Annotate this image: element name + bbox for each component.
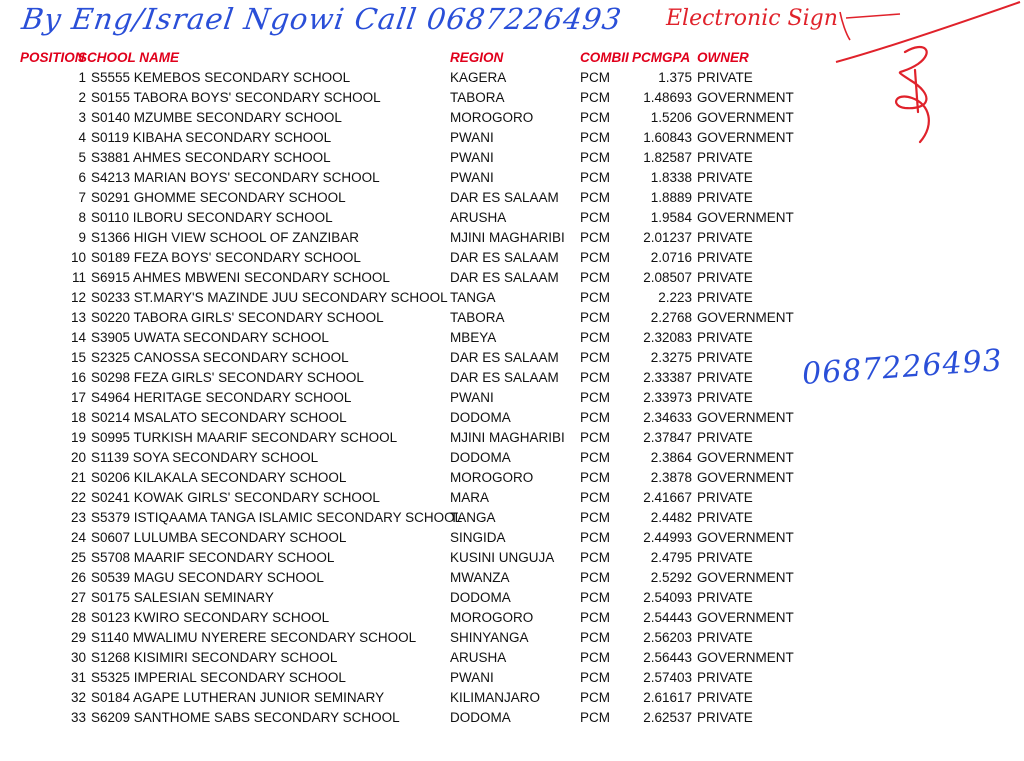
cell-owner: GOVERNMENT — [697, 530, 794, 545]
header-gpa: PCMGPA — [632, 50, 691, 65]
cell-owner: PRIVATE — [697, 330, 753, 345]
cell-school-name: S6209 SANTHOME SABS SECONDARY SCHOOL — [91, 710, 400, 725]
cell-position: 7 — [78, 190, 86, 205]
cell-combination: PCM — [580, 150, 610, 165]
cell-combination: PCM — [580, 250, 610, 265]
cell-school-name: S0184 AGAPE LUTHERAN JUNIOR SEMINARY — [91, 690, 385, 705]
cell-owner: PRIVATE — [697, 230, 753, 245]
cell-gpa: 2.61617 — [643, 690, 692, 705]
cell-region: DODOMA — [450, 450, 511, 465]
cell-combination: PCM — [580, 130, 610, 145]
cell-combination: PCM — [580, 630, 610, 645]
cell-combination: PCM — [580, 710, 610, 725]
handwritten-phone-note: 0687226493 — [801, 343, 1004, 392]
cell-owner: PRIVATE — [697, 250, 753, 265]
cell-region: DAR ES SALAAM — [450, 350, 559, 365]
header-owner: OWNER — [697, 50, 749, 65]
cell-region: DAR ES SALAAM — [450, 190, 559, 205]
cell-gpa: 2.56443 — [643, 650, 692, 665]
cell-combination: PCM — [580, 430, 610, 445]
cell-region: DAR ES SALAAM — [450, 250, 559, 265]
cell-gpa: 2.56203 — [643, 630, 692, 645]
cell-owner: PRIVATE — [697, 70, 753, 85]
cell-owner: PRIVATE — [697, 150, 753, 165]
cell-school-name: S0298 FEZA GIRLS' SECONDARY SCHOOL — [91, 370, 364, 385]
cell-gpa: 2.41667 — [643, 490, 692, 505]
cell-owner: PRIVATE — [697, 390, 753, 405]
cell-combination: PCM — [580, 550, 610, 565]
cell-combination: PCM — [580, 70, 610, 85]
cell-gpa: 2.0716 — [650, 250, 692, 265]
cell-combination: PCM — [580, 650, 610, 665]
cell-position: 4 — [78, 130, 86, 145]
cell-school-name: S0175 SALESIAN SEMINARY — [91, 590, 274, 605]
cell-position: 17 — [70, 390, 86, 405]
cell-owner: GOVERNMENT — [697, 610, 794, 625]
cell-school-name: S4213 MARIAN BOYS' SECONDARY SCHOOL — [91, 170, 380, 185]
cell-combination: PCM — [580, 290, 610, 305]
cell-school-name: S0539 MAGU SECONDARY SCHOOL — [91, 570, 324, 585]
cell-position: 16 — [70, 370, 86, 385]
cell-region: KUSINI UNGUJA — [450, 550, 555, 565]
cell-region: SINGIDA — [450, 530, 506, 545]
cell-position: 18 — [70, 410, 86, 425]
cell-owner: GOVERNMENT — [697, 90, 794, 105]
cell-gpa: 2.223 — [658, 290, 692, 305]
cell-owner: PRIVATE — [697, 370, 753, 385]
cell-region: TANGA — [450, 290, 496, 305]
cell-school-name: S0155 TABORA BOYS' SECONDARY SCHOOL — [91, 90, 381, 105]
cell-gpa: 1.60843 — [643, 130, 692, 145]
cell-position: 22 — [70, 490, 86, 505]
cell-combination: PCM — [580, 370, 610, 385]
cell-gpa: 2.62537 — [643, 710, 692, 725]
cell-position: 29 — [70, 630, 86, 645]
cell-school-name: S0220 TABORA GIRLS' SECONDARY SCHOOL — [91, 310, 384, 325]
cell-region: KILIMANJARO — [450, 690, 541, 705]
signature-label-strike — [840, 12, 900, 40]
cell-school-name: S0140 MZUMBE SECONDARY SCHOOL — [91, 110, 342, 125]
cell-school-name: S5708 MAARIF SECONDARY SCHOOL — [91, 550, 335, 565]
cell-owner: PRIVATE — [697, 510, 753, 525]
cell-combination: PCM — [580, 470, 610, 485]
header-position: POSITION — [20, 50, 85, 65]
cell-gpa: 1.375 — [658, 70, 692, 85]
cell-position: 25 — [70, 550, 86, 565]
cell-combination: PCM — [580, 210, 610, 225]
header-school-name: SCHOOL NAME — [78, 50, 180, 65]
cell-school-name: S1140 MWALIMU NYERERE SECONDARY SCHOOL — [91, 630, 417, 645]
cell-region: MBEYA — [450, 330, 497, 345]
cell-region: MJINI MAGHARIBI — [450, 430, 565, 445]
cell-school-name: S3905 UWATA SECONDARY SCHOOL — [91, 330, 329, 345]
cell-combination: PCM — [580, 230, 610, 245]
cell-region: PWANI — [450, 670, 494, 685]
cell-gpa: 1.8889 — [650, 190, 692, 205]
cell-gpa: 2.37847 — [643, 430, 692, 445]
cell-position: 8 — [78, 210, 86, 225]
cell-region: TABORA — [450, 310, 505, 325]
cell-position: 30 — [70, 650, 86, 665]
cell-region: MARA — [450, 490, 490, 505]
cell-region: MOROGORO — [450, 610, 534, 625]
cell-region: KAGERA — [450, 70, 507, 85]
cell-region: SHINYANGA — [450, 630, 529, 645]
cell-combination: PCM — [580, 390, 610, 405]
header-combination: COMBII — [580, 50, 629, 65]
cell-school-name: S3881 AHMES SECONDARY SCHOOL — [91, 150, 331, 165]
cell-owner: PRIVATE — [697, 170, 753, 185]
cell-region: DAR ES SALAAM — [450, 370, 559, 385]
cell-gpa: 1.9584 — [650, 210, 692, 225]
cell-position: 32 — [70, 690, 86, 705]
cell-combination: PCM — [580, 190, 610, 205]
cell-gpa: 2.54093 — [643, 590, 692, 605]
cell-combination: PCM — [580, 610, 610, 625]
cell-gpa: 2.33973 — [643, 390, 692, 405]
cell-combination: PCM — [580, 670, 610, 685]
cell-owner: PRIVATE — [697, 350, 753, 365]
cell-region: MWANZA — [450, 570, 510, 585]
cell-gpa: 2.44993 — [643, 530, 692, 545]
cell-position: 3 — [78, 110, 86, 125]
cell-gpa: 2.08507 — [643, 270, 692, 285]
cell-gpa: 2.33387 — [643, 370, 692, 385]
cell-combination: PCM — [580, 170, 610, 185]
cell-region: MOROGORO — [450, 110, 534, 125]
cell-owner: GOVERNMENT — [697, 410, 794, 425]
cell-region: MOROGORO — [450, 470, 534, 485]
cell-region: PWANI — [450, 130, 494, 145]
cell-position: 28 — [70, 610, 86, 625]
cell-gpa: 2.4795 — [650, 550, 692, 565]
cell-region: PWANI — [450, 150, 494, 165]
cell-region: ARUSHA — [450, 650, 507, 665]
cell-owner: PRIVATE — [697, 490, 753, 505]
cell-school-name: S4964 HERITAGE SECONDARY SCHOOL — [91, 390, 352, 405]
cell-region: MJINI MAGHARIBI — [450, 230, 565, 245]
cell-combination: PCM — [580, 330, 610, 345]
cell-region: DODOMA — [450, 710, 511, 725]
cell-owner: GOVERNMENT — [697, 310, 794, 325]
cell-position: 14 — [70, 330, 86, 345]
cell-gpa: 2.3864 — [650, 450, 692, 465]
cell-school-name: S1268 KISIMIRI SECONDARY SCHOOL — [91, 650, 338, 665]
cell-owner: PRIVATE — [697, 630, 753, 645]
cell-owner: PRIVATE — [697, 290, 753, 305]
cell-position: 2 — [78, 90, 86, 105]
cell-gpa: 2.32083 — [643, 330, 692, 345]
cell-owner: GOVERNMENT — [697, 650, 794, 665]
cell-region: TABORA — [450, 90, 505, 105]
cell-region: DODOMA — [450, 410, 511, 425]
cell-combination: PCM — [580, 690, 610, 705]
cell-position: 5 — [78, 150, 86, 165]
cell-owner: GOVERNMENT — [697, 570, 794, 585]
cell-school-name: S0233 ST.MARY'S MAZINDE JUU SECONDARY SCHOOL — [91, 290, 448, 305]
cell-combination: PCM — [580, 490, 610, 505]
cell-owner: PRIVATE — [697, 430, 753, 445]
cell-gpa: 1.48693 — [643, 90, 692, 105]
cell-school-name: S1366 HIGH VIEW SCHOOL OF ZANZIBAR — [91, 230, 360, 245]
cell-position: 1 — [78, 70, 86, 85]
cell-school-name: S5379 ISTIQAAMA TANGA ISLAMIC SECONDARY SCHOOL — [91, 510, 463, 525]
signature-scribble-icon — [896, 47, 929, 142]
cell-combination: PCM — [580, 510, 610, 525]
cell-gpa: 2.4482 — [650, 510, 692, 525]
cell-owner: GOVERNMENT — [697, 210, 794, 225]
cell-position: 20 — [70, 450, 86, 465]
cell-gpa: 2.01237 — [643, 230, 692, 245]
handwritten-header-note: By Eng/Israel Ngowi Call 0687226493 — [19, 2, 625, 36]
cell-school-name: S0119 KIBAHA SECONDARY SCHOOL — [91, 130, 332, 145]
cell-region: PWANI — [450, 390, 494, 405]
cell-gpa: 2.2768 — [650, 310, 692, 325]
cell-position: 21 — [70, 470, 86, 485]
cell-owner: PRIVATE — [697, 270, 753, 285]
cell-owner: PRIVATE — [697, 670, 753, 685]
cell-position: 10 — [70, 250, 86, 265]
cell-school-name: S0214 MSALATO SECONDARY SCHOOL — [91, 410, 347, 425]
cell-school-name: S1139 SOYA SECONDARY SCHOOL — [91, 450, 319, 465]
cell-combination: PCM — [580, 590, 610, 605]
cell-school-name: S0189 FEZA BOYS' SECONDARY SCHOOL — [91, 250, 361, 265]
cell-gpa: 2.3878 — [650, 470, 692, 485]
cell-region: DODOMA — [450, 590, 511, 605]
cell-position: 24 — [70, 530, 86, 545]
cell-school-name: S0607 LULUMBA SECONDARY SCHOOL — [91, 530, 347, 545]
cell-owner: GOVERNMENT — [697, 110, 794, 125]
cell-combination: PCM — [580, 310, 610, 325]
cell-school-name: S0241 KOWAK GIRLS' SECONDARY SCHOOL — [91, 490, 380, 505]
cell-position: 19 — [70, 430, 86, 445]
cell-owner: PRIVATE — [697, 190, 753, 205]
cell-gpa: 1.82587 — [643, 150, 692, 165]
header-region: REGION — [450, 50, 504, 65]
cell-school-name: S2325 CANOSSA SECONDARY SCHOOL — [91, 350, 349, 365]
cell-gpa: 2.54443 — [643, 610, 692, 625]
cell-position: 9 — [78, 230, 86, 245]
cell-region: DAR ES SALAAM — [450, 270, 559, 285]
cell-school-name: S0995 TURKISH MAARIF SECONDARY SCHOOL — [91, 430, 398, 445]
cell-gpa: 2.3275 — [650, 350, 692, 365]
cell-gpa: 1.5206 — [650, 110, 692, 125]
cell-position: 6 — [78, 170, 86, 185]
cell-owner: PRIVATE — [697, 550, 753, 565]
cell-combination: PCM — [580, 450, 610, 465]
cell-combination: PCM — [580, 570, 610, 585]
electronic-sign-label: Electronic Sign — [666, 6, 838, 31]
cell-school-name: S0110 ILBORU SECONDARY SCHOOL — [91, 210, 333, 225]
cell-combination: PCM — [580, 530, 610, 545]
cell-region: ARUSHA — [450, 210, 507, 225]
cell-position: 13 — [70, 310, 86, 325]
cell-combination: PCM — [580, 90, 610, 105]
cell-position: 27 — [70, 590, 86, 605]
cell-school-name: S5325 IMPERIAL SECONDARY SCHOOL — [91, 670, 346, 685]
cell-combination: PCM — [580, 110, 610, 125]
cell-position: 33 — [70, 710, 86, 725]
cell-owner: GOVERNMENT — [697, 130, 794, 145]
cell-combination: PCM — [580, 350, 610, 365]
cell-school-name: S0123 KWIRO SECONDARY SCHOOL — [91, 610, 330, 625]
cell-position: 15 — [70, 350, 86, 365]
cell-position: 23 — [70, 510, 86, 525]
cell-region: TANGA — [450, 510, 496, 525]
signature-underline — [836, 2, 1020, 62]
cell-gpa: 2.57403 — [643, 670, 692, 685]
cell-position: 12 — [70, 290, 86, 305]
cell-owner: GOVERNMENT — [697, 470, 794, 485]
cell-owner: PRIVATE — [697, 710, 753, 725]
cell-gpa: 2.34633 — [643, 410, 692, 425]
cell-gpa: 1.8338 — [650, 170, 692, 185]
cell-school-name: S6915 AHMES MBWENI SECONDARY SCHOOL — [91, 270, 390, 285]
cell-position: 31 — [70, 670, 86, 685]
cell-position: 26 — [70, 570, 86, 585]
cell-school-name: S0206 KILAKALA SECONDARY SCHOOL — [91, 470, 347, 485]
cell-school-name: S0291 GHOMME SECONDARY SCHOOL — [91, 190, 346, 205]
cell-school-name: S5555 KEMEBOS SECONDARY SCHOOL — [91, 70, 351, 85]
cell-gpa: 2.5292 — [650, 570, 692, 585]
cell-owner: PRIVATE — [697, 590, 753, 605]
cell-region: PWANI — [450, 170, 494, 185]
cell-owner: PRIVATE — [697, 690, 753, 705]
cell-combination: PCM — [580, 410, 610, 425]
cell-position: 11 — [71, 270, 86, 285]
cell-combination: PCM — [580, 270, 610, 285]
cell-owner: GOVERNMENT — [697, 450, 794, 465]
